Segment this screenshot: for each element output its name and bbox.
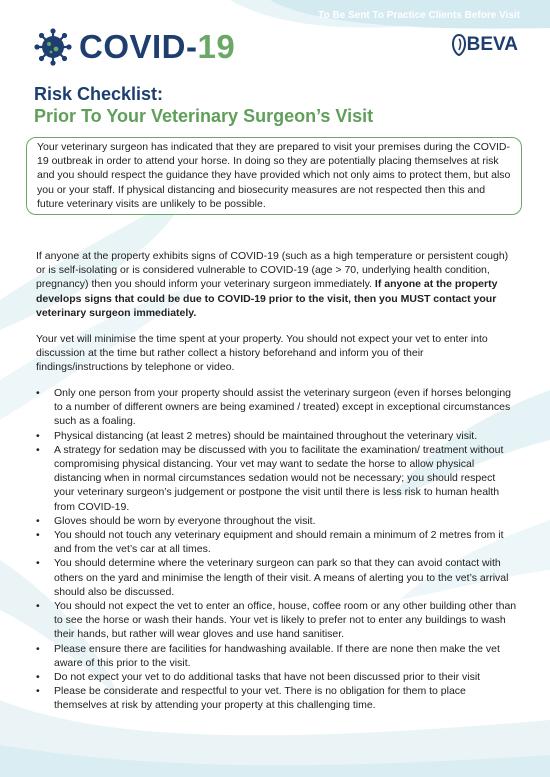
list-item [36, 514, 518, 528]
list-item-text: A strategy for sedation may be discussed with you to facilitate the examination/ treatment without compromising physical distancing. Your vet may want to sedate the horse to allow physical distancing when in normal circumstances sedation would not be necessary; you should respect your veterinary surgeon’s judgement or postpone the visit until there is less risk to human health from COVID-19. [54, 443, 504, 513]
time-paragraph: Your vet will minimise the time spent at your property. You should not expect your vet to enter into discussion at the time but rather collect a history beforehand and inform you of their findings/instructions by telephone or video. [36, 333, 488, 374]
list-item [36, 528, 518, 556]
title-line-2: Prior To Your Veterinary Surgeon’s Visit [34, 106, 374, 126]
list-item [36, 429, 518, 443]
beva-logo [452, 34, 518, 56]
checklist [36, 386, 518, 713]
bullet-dot: • [36, 671, 40, 684]
covid-wordmark [79, 28, 235, 66]
list-item-text: You should determine where the veterinary surgeon can park so that they can avoid contact with others on the yard and minimise the length of their visit. A means of alerting you to the vet’s arrival should also be discussed. [54, 557, 509, 598]
bullet-dot: • [36, 529, 40, 542]
list-item-text: Please be considerate and respectful to your vet. There is no obligation for them to place themselves at risk by attending your property at this challenging time. [54, 685, 466, 712]
bullet-dot: • [36, 557, 40, 570]
title-line-1: Risk Checklist: [34, 84, 164, 104]
list-item [36, 599, 518, 642]
distribution-note: To Be Sent To Practice Clients Before Visit [318, 10, 520, 21]
intro-box: Your veterinary surgeon has indicated that they are prepared to visit your premises during the COVID-19 outbreak in order to attend your horse. In doing so they are potentially placing themselves at risk and you should respect the guidance they have provided which not only aims to protect them, but also you or your staff. If physical distancing and biosecurity measures are not respected then this and future veterinary visits are unlikely to be possible. [26, 137, 522, 215]
bullet-dot: • [36, 387, 40, 399]
list-item-text: Gloves should be worn by everyone throughout the visit. [54, 514, 316, 527]
list-item [36, 443, 518, 514]
list-item-text: Do not expect your vet to do additional tasks that have not been discussed prior to their visit [54, 671, 481, 684]
bullet-dot: • [36, 429, 40, 442]
symptoms-warning: If anyone at the property develops signs that could be due to COVID-19 prior to the visit, then you MUST contact your veterinary surgeon immediately. [36, 278, 498, 319]
list-item-text: Please ensure there are facilities for handwashing available. If there are none then make the vet aware of this prior to the visit. [54, 642, 500, 669]
symptoms-paragraph [36, 249, 516, 320]
list-item-text: Physical distancing (at least 2 metres) should be maintained throughout the veterinary visit. [54, 429, 478, 442]
covid-number: 19 [197, 28, 236, 65]
list-item [36, 684, 518, 712]
bullet-dot: • [36, 600, 40, 613]
list-item-text: You should not touch any veterinary equipment and should remain a minimum of 2 metres from it and from the vet’s car at all times. [54, 529, 504, 556]
bullet-dot: • [36, 443, 40, 456]
list-item-text: You should not expect the vet to enter an office, house, coffee room or any other building other than to see the horse or wash their hands. Your vet is likely to prefer not to enter any buildings to wash their hands, but rather will wear gloves and use hand sanitiser. [54, 600, 517, 641]
bullet-dot: • [36, 514, 40, 527]
list-item-text: Only one person from your property should assist the veterinary surgeon (even if horses belonging to a number of different owners are being examined / treated) except in exceptional circumstances such as a foaling. [54, 387, 511, 428]
bullet-dot: • [36, 685, 40, 698]
list-item [36, 556, 518, 599]
list-item [36, 386, 518, 429]
symptoms-text: If anyone at the property exhibits signs of COVID-19 (such as a high temperature or persistent cough) or is self-isolating or is considered vulnerable to COVID-19 (age > 70, underlying health condition, pregnancy) then you should inform your veterinary surgeon immediately. [36, 250, 509, 291]
virus-icon [33, 27, 73, 67]
covid-logo [33, 27, 235, 67]
horse-head-icon [452, 34, 466, 56]
covid-word: COVID- [79, 28, 198, 65]
beva-wordmark: BEVA [466, 34, 518, 55]
list-item [36, 642, 518, 670]
list-item [36, 670, 518, 684]
bullet-dot: • [36, 642, 40, 655]
